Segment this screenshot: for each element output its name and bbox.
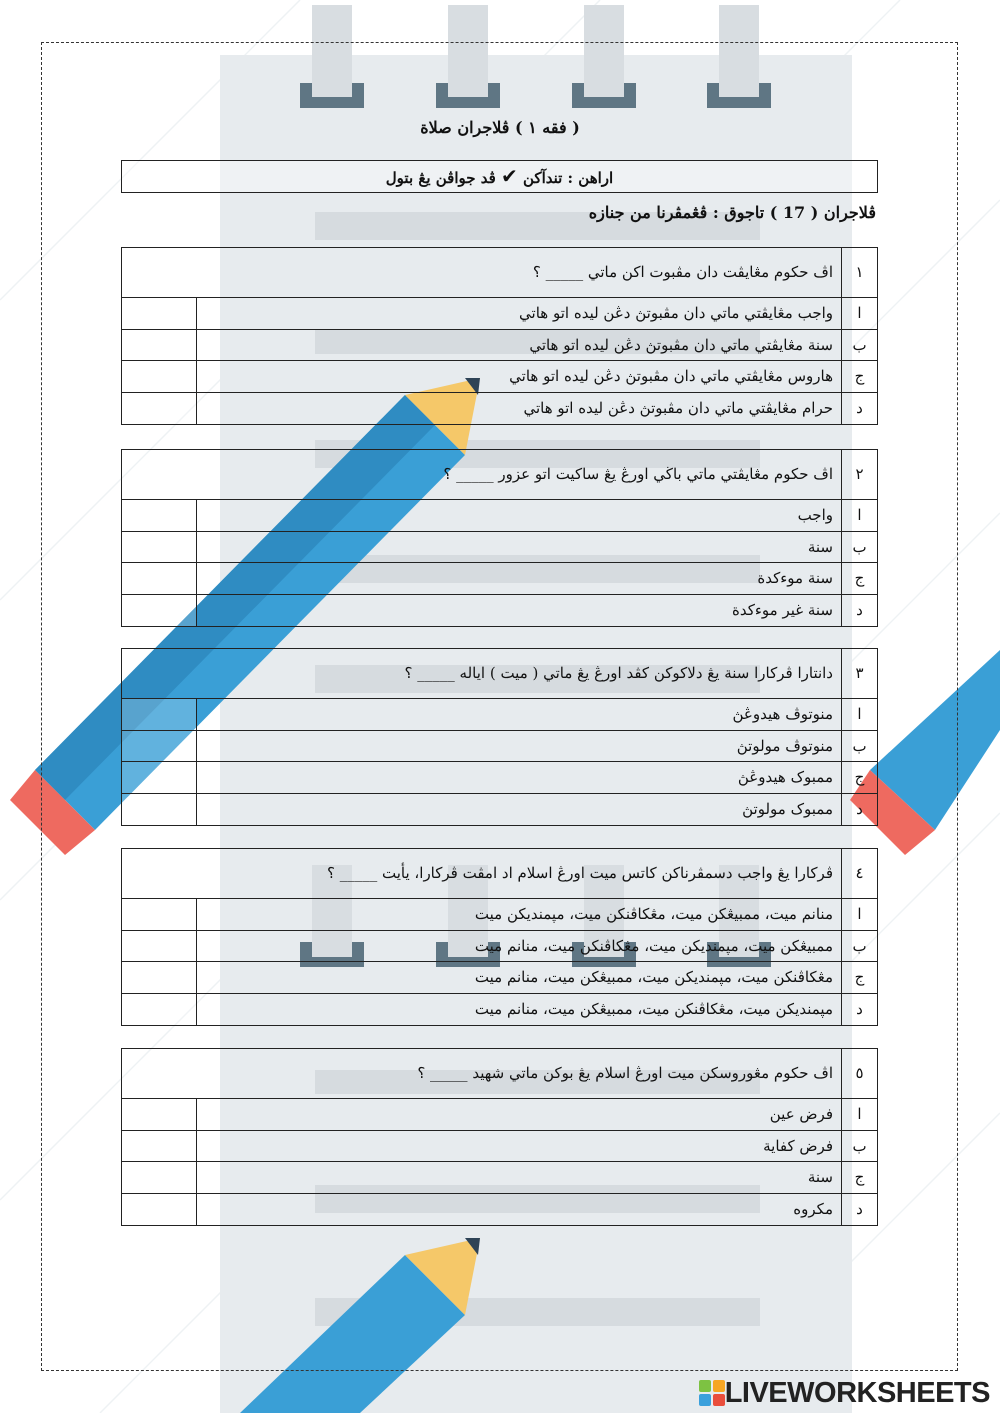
option-label: د <box>841 393 877 425</box>
question-block-1 <box>121 247 878 425</box>
liveworksheets-brand[interactable] <box>699 1378 990 1408</box>
checkmark-icon: ✔ <box>501 164 518 188</box>
answer-box[interactable] <box>122 1162 197 1193</box>
option-label: د <box>841 595 877 627</box>
option-label: ا <box>841 1099 877 1130</box>
option-row <box>122 1131 877 1163</box>
option-row <box>122 1162 877 1194</box>
answer-box[interactable] <box>122 699 197 730</box>
question-row <box>122 1049 877 1099</box>
answer-box[interactable] <box>122 298 197 329</box>
option-row <box>122 731 877 763</box>
option-label: ا <box>841 500 877 531</box>
option-label: ب <box>841 532 877 563</box>
instruction-box <box>121 160 878 193</box>
option-label: ب <box>841 1131 877 1162</box>
answer-box[interactable] <box>122 1131 197 1162</box>
option-text: سنة موءکدة <box>757 569 833 587</box>
answer-box[interactable] <box>122 532 197 563</box>
answer-box[interactable] <box>122 962 197 993</box>
option-text: واجب <box>797 506 833 524</box>
option-row <box>122 361 877 393</box>
question-block-4 <box>121 848 878 1026</box>
question-number: ٣ <box>841 649 877 698</box>
option-label: ب <box>841 330 877 361</box>
option-row <box>122 563 877 595</box>
option-label: ا <box>841 298 877 329</box>
answer-box[interactable] <box>122 330 197 361</box>
option-text: سنة <box>807 537 833 556</box>
answer-box[interactable] <box>122 762 197 793</box>
question-text: دانتارا ڤرکارا سنة يڠ دلاکوکن کڤد اورڠ يڠ ماتي ( ميت ) اياله _____ ؟ <box>404 664 833 682</box>
question-text: ڤرکارا يڠ واجب دسمڤرناکن کاتس ميت اورڠ اسلام اد امڤت ڤرکارا، يأيت _____ ؟ <box>327 864 833 882</box>
option-row <box>122 298 877 330</box>
option-row <box>122 1194 877 1226</box>
answer-box[interactable] <box>122 1099 197 1130</box>
option-label: ج <box>841 962 877 993</box>
option-row <box>122 994 877 1026</box>
option-text: منانم ميت، ممبيڠکن ميت، مڠکاڤنکن ميت، مڽمنديکن ميت <box>474 905 833 923</box>
answer-box[interactable] <box>122 931 197 962</box>
instruction-tail: ڤد جواڤن يڠ بتول <box>385 169 496 187</box>
question-text: اڤ حکوم مڠايڤت دان مڤبوت اکن ماتي _____ ؟ <box>532 263 833 281</box>
question-row <box>122 649 877 699</box>
question-number: ٤ <box>841 849 877 898</box>
lesson-subtitle: ڤلاجران ( 17 ) تاجوق : ڤڠمڤرنا من جنازه <box>588 203 876 222</box>
option-text: واجب مڠايڤتي ماتي دان مڤبوتڽ دڠن ليده اتو هاتي <box>519 304 833 322</box>
question-number: ٥ <box>841 1049 877 1098</box>
question-number: ٢ <box>841 450 877 499</box>
option-text: سنة مڠايڤتي ماتي دان مڤبوتڽ دڠن ليده اتو هاتي <box>529 335 833 354</box>
option-label: ج <box>841 361 877 392</box>
instruction-text: اراهن : تندآكن <box>523 169 614 187</box>
option-label: د <box>841 1194 877 1226</box>
option-label: ب <box>841 731 877 762</box>
option-label: ا <box>841 899 877 930</box>
option-row <box>122 532 877 564</box>
option-row <box>122 762 877 794</box>
option-row <box>122 931 877 963</box>
answer-box[interactable] <box>122 1194 197 1226</box>
option-text: فرض عين <box>769 1105 833 1123</box>
option-text: مڠکاڤنکن ميت، مڽمنديکن ميت، ممبيڠکن ميت، منانم ميت <box>474 968 833 986</box>
option-row <box>122 962 877 994</box>
answer-box[interactable] <box>122 563 197 594</box>
option-label: ا <box>841 699 877 730</box>
option-row <box>122 500 877 532</box>
answer-box[interactable] <box>122 500 197 531</box>
option-label: ج <box>841 1162 877 1193</box>
answer-box[interactable] <box>122 899 197 930</box>
question-text: اڤ حکوم مڠايڤتي ماتي باڬي اورڠ يڠ ساکيت اتو عزور _____ ؟ <box>443 465 833 483</box>
option-row <box>122 393 877 425</box>
option-text: ممبوک هيدوڠڽ <box>737 768 833 786</box>
answer-box[interactable] <box>122 994 197 1026</box>
option-text: ممبوک مولوتڽ <box>742 799 833 818</box>
liveworksheets-logo-icon <box>699 1380 725 1406</box>
question-row <box>122 849 877 899</box>
question-block-5 <box>121 1048 878 1226</box>
option-row <box>122 1099 877 1131</box>
option-text: مکروه <box>793 1199 833 1218</box>
option-label: ج <box>841 563 877 594</box>
option-text: منوتوڤ مولوتڽ <box>736 736 833 755</box>
question-row <box>122 248 877 298</box>
option-label: د <box>841 994 877 1026</box>
answer-box[interactable] <box>122 595 197 627</box>
option-row <box>122 899 877 931</box>
answer-box[interactable] <box>122 794 197 826</box>
brand-name: LIVEWORKSHEETS <box>724 1376 990 1409</box>
option-text: سنة <box>807 1168 833 1186</box>
question-text: اڤ حکوم مڠوروسکن ميت اورڠ اسلام يڠ بوکن ماتي شهيد _____ ؟ <box>417 1064 833 1082</box>
option-row <box>122 595 877 627</box>
option-row <box>122 330 877 362</box>
option-text: حرام مڠايڤتي ماتي دان مڤبوتڽ دڠن ليده اتو هاتي <box>523 398 833 417</box>
option-label: ج <box>841 762 877 793</box>
question-number: ١ <box>841 248 877 297</box>
answer-box[interactable] <box>122 361 197 392</box>
option-label: د <box>841 794 877 826</box>
question-block-3 <box>121 648 878 826</box>
option-text: ممبيڠکن ميت، مڽمنديکن ميت، مڠکاڤنکن ميت، منانم ميت <box>474 936 833 955</box>
option-text: فرض کفاية <box>763 1136 833 1155</box>
option-row <box>122 699 877 731</box>
option-text: هاروس مڠايڤتي ماتي دان مڤبوتڽ دڠن ليده اتو هاتي <box>509 367 833 385</box>
option-text: سنة غير موءکدة <box>731 600 833 619</box>
option-text: مڽمنديکن ميت، مڠکاڤنکن ميت، ممبيڠکن ميت، منانم ميت <box>474 999 833 1018</box>
question-block-2 <box>121 449 878 627</box>
question-row <box>122 450 877 500</box>
page-title: ( فقه ١ ) ڤلاجران صلاة <box>420 118 580 137</box>
option-text: منوتوڤ هيدوڠڽ <box>732 705 833 723</box>
answer-box[interactable] <box>122 393 197 425</box>
option-row <box>122 794 877 826</box>
answer-box[interactable] <box>122 731 197 762</box>
option-label: ب <box>841 931 877 962</box>
